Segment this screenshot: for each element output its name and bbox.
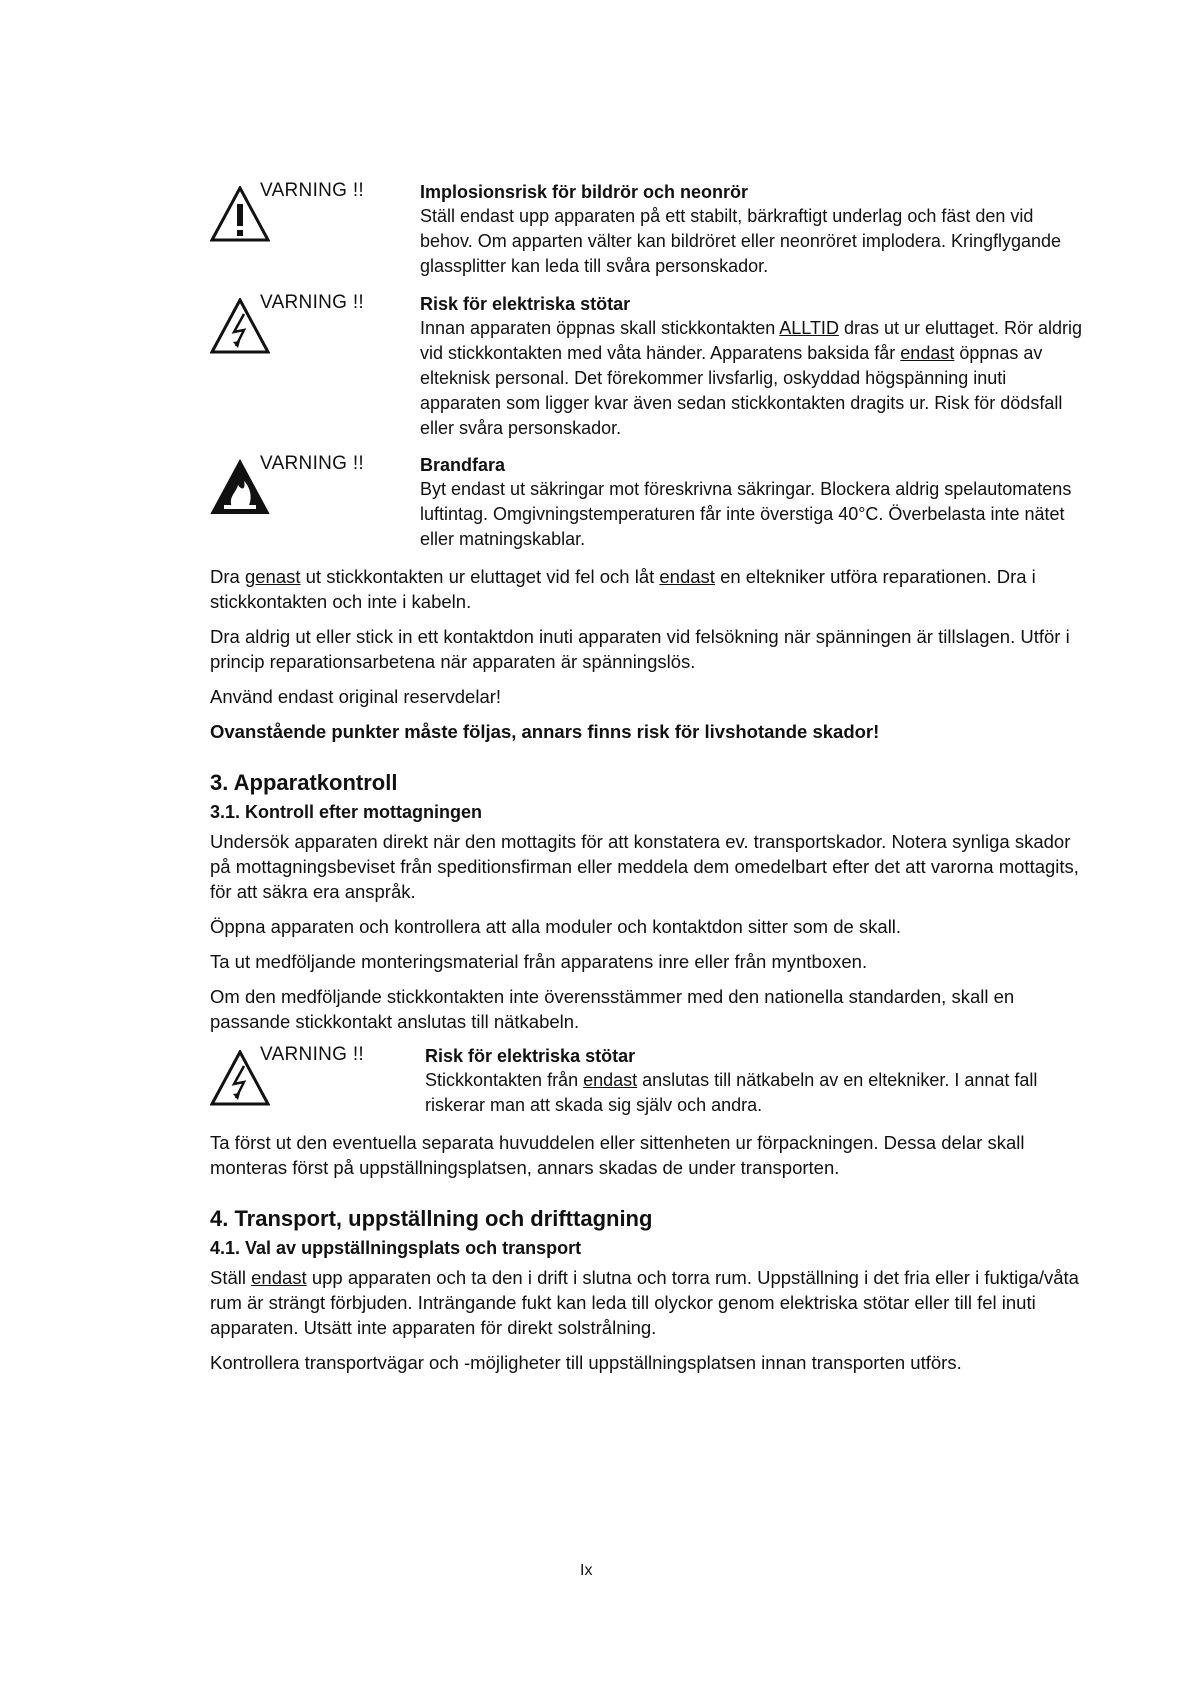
paragraph: Undersök apparaten direkt när den mottagits för att konstatera ev. transportskador. Notera synliga skador på mottagningsbeviset från speditionsfirman eller meddela dem omedelbart efter det att varorna mottagits, för att säkra era anspråk. [210,831,1079,902]
paragraph: Ta först ut den eventuella separata huvuddelen eller sittenheten ur förpackningen. Dessa delar skall monteras först på uppställningsplatsen, annars skadas de under transporten. [210,1132,1025,1178]
section-heading: 4. Transport, uppställning och drifttagning [210,1206,653,1231]
paragraph: Dra genast ut stickkontakten ur eluttaget vid fel och låt endast en eltekniker utföra reparationen. Dra i stickkontakten och inte i kabeln. [210,566,1036,612]
warning-implosion [210,180,1090,280]
warning-title: Implosionsrisk för bildrör och neonrör [420,182,749,202]
paragraph: Ställ endast upp apparaten och ta den i drift i slutna och torra rum. Uppställning i det fria eller i fuktiga/våta rum är strängt förbjuden. Inträngande fukt kan leda till olyckor genom elektriska stötar eller till fel inuti apparaten. Utsätt inte apparaten för direkt solstrålning. [210,1267,1079,1338]
warning-title: Brandfara [420,455,506,475]
paragraph: Använd endast original reservdelar! [210,686,502,707]
warning-title: Risk för elektriska stötar [420,294,631,314]
warning-text: Byt endast ut säkringar mot föreskrivna säkringar. Blockera aldrig spelautomatens luftintag. Omgivningstemperaturen får inte överstiga 40°C. Överbelasta inte nätet eller matningskablar. [420,479,1072,549]
warning-text: Innan apparaten öppnas skall stickkontakten ALLTID dras ut ur eluttaget. Rör aldrig vid stickkontakten med våta händer. Apparatens baksida får endast öppnas av elteknisk personal. Det förekommer livsfarlig, oskyddad högspänning inuti apparaten som ligger kvar även sedan stickkontakten dragits ur. Risk för dödsfall eller svåra personskador. [420,318,1083,438]
subsection-heading: 4.1. Val av uppställningsplats och transport [210,1238,582,1258]
warning-text: Ställ endast upp apparaten på ett stabilt, bärkraftigt underlag och fäst den vid behov. Om apparten välter kan bildröret eller neonröret implodera. Kringflygande glassplitter kan leda till svåra personskador. [420,206,1062,276]
warning-electric-shock-2 [210,1044,1090,1118]
section-heading: 3. Apparatkontroll [210,770,398,795]
paragraph: Öppna apparaten och kontrollera att alla moduler och kontaktdon sitter som de skall. [210,916,902,937]
paragraph: Kontrollera transportvägar och -möjligheter till uppställningsplatsen innan transporten utförs. [210,1352,962,1373]
warning-electric-shock [210,292,1090,441]
warning-summary: Ovanstående punkter måste följas, annars finns risk för livshotande skador! [210,721,880,742]
paragraph: Om den medföljande stickkontakten inte överensstämmer med den nationella standarden, skall en passande stickkontakt anslutas till nätkabeln. [210,986,1015,1032]
warning-label: VARNING !! [260,180,364,201]
warning-label: VARNING !! [260,292,364,313]
paragraph: Dra aldrig ut eller stick in ett kontaktdon inuti apparaten vid felsökning när spänningen är tillslagen. Utför i princip reparationsarbetena när apparaten är spänningslös. [210,626,1070,672]
paragraph: Ta ut medföljande monteringsmaterial från apparatens inre eller från myntboxen. [210,951,868,972]
document-page [210,180,1090,1385]
page-number: Ix [580,1562,593,1579]
warning-title: Risk för elektriska stötar [425,1046,636,1066]
warning-label: VARNING !! [260,1044,364,1065]
warning-fire [210,453,1090,552]
subsection-heading: 3.1. Kontroll efter mottagningen [210,802,483,822]
warning-text: Stickkontakten från endast anslutas till nätkabeln av en eltekniker. I annat fall riskerar man att skada sig själv och andra. [425,1070,1038,1115]
warning-label: VARNING !! [260,453,364,474]
